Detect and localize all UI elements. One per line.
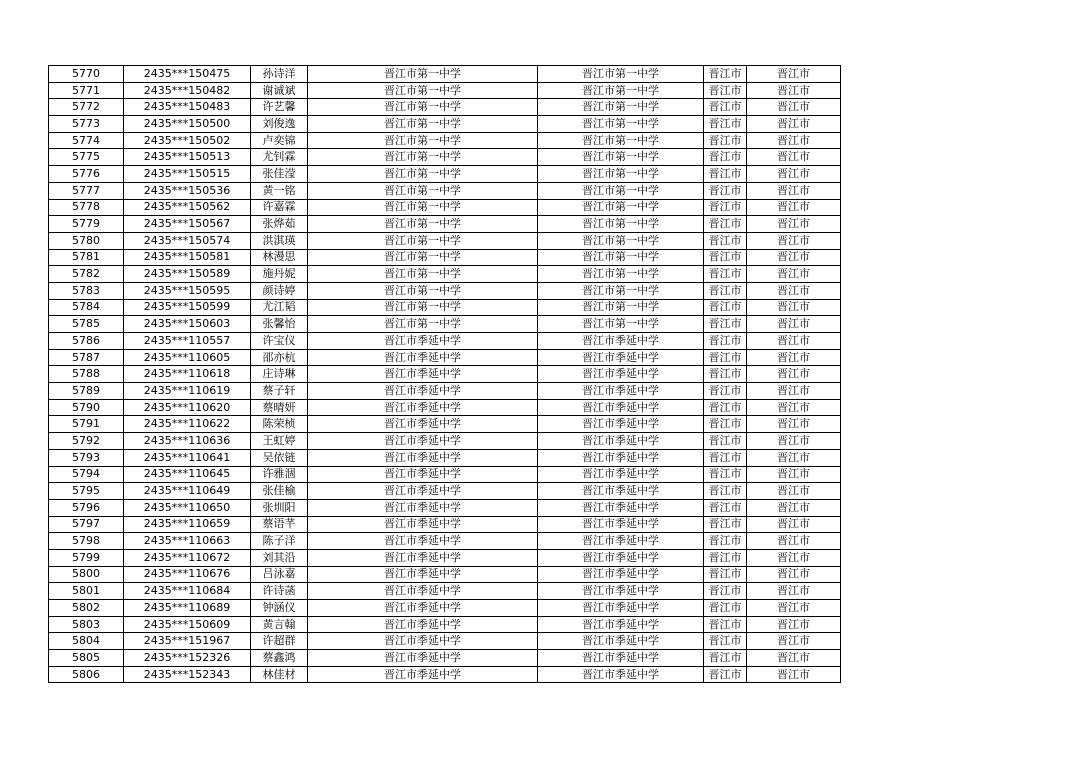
district-cell: 晋江市 — [747, 633, 841, 650]
student-name-cell: 林佳材 — [251, 666, 308, 683]
city-cell: 晋江市 — [704, 483, 747, 500]
table-row — [49, 549, 841, 566]
candidate-id-cell: 2435***110620 — [124, 399, 251, 416]
row-number-cell: 5774 — [49, 132, 124, 149]
candidate-id-cell: 2435***110650 — [124, 499, 251, 516]
student-name-cell: 蔡语芊 — [251, 516, 308, 533]
row-number-cell: 5795 — [49, 483, 124, 500]
table-row — [49, 566, 841, 583]
row-number-cell: 5796 — [49, 499, 124, 516]
school-cell: 晋江市第一中学 — [308, 166, 538, 183]
admission-school-cell: 晋江市第一中学 — [538, 216, 704, 233]
table-row — [49, 499, 841, 516]
student-name-cell: 张佳滢 — [251, 166, 308, 183]
student-name-cell: 刘其沿 — [251, 549, 308, 566]
student-name-cell: 王虹婷 — [251, 433, 308, 450]
table-row — [49, 316, 841, 333]
student-name-cell: 颜诗婷 — [251, 282, 308, 299]
school-cell: 晋江市季延中学 — [308, 383, 538, 400]
district-cell: 晋江市 — [747, 666, 841, 683]
city-cell: 晋江市 — [704, 616, 747, 633]
candidate-id-cell: 2435***150589 — [124, 266, 251, 283]
table-row — [49, 483, 841, 500]
row-number-cell: 5804 — [49, 633, 124, 650]
candidate-id-cell: 2435***110663 — [124, 533, 251, 550]
row-number-cell: 5790 — [49, 399, 124, 416]
school-cell: 晋江市第一中学 — [308, 82, 538, 99]
admission-school-cell: 晋江市季延中学 — [538, 633, 704, 650]
district-cell: 晋江市 — [747, 282, 841, 299]
row-number-cell: 5798 — [49, 533, 124, 550]
district-cell: 晋江市 — [747, 366, 841, 383]
student-name-cell: 吕泳嘉 — [251, 566, 308, 583]
candidate-id-cell: 2435***150599 — [124, 299, 251, 316]
district-cell: 晋江市 — [747, 533, 841, 550]
city-cell: 晋江市 — [704, 633, 747, 650]
student-name-cell: 谢诚斌 — [251, 82, 308, 99]
table-row — [49, 282, 841, 299]
student-name-cell: 黄言翰 — [251, 616, 308, 633]
student-name-cell: 许嘉霖 — [251, 199, 308, 216]
candidate-id-cell: 2435***110619 — [124, 383, 251, 400]
candidate-id-cell: 2435***151967 — [124, 633, 251, 650]
city-cell: 晋江市 — [704, 516, 747, 533]
admission-school-cell: 晋江市季延中学 — [538, 600, 704, 617]
admission-school-cell: 晋江市季延中学 — [538, 650, 704, 667]
row-number-cell: 5777 — [49, 182, 124, 199]
table-row — [49, 66, 841, 83]
student-name-cell: 张烨茹 — [251, 216, 308, 233]
row-number-cell: 5797 — [49, 516, 124, 533]
city-cell: 晋江市 — [704, 82, 747, 99]
candidate-id-cell: 2435***110689 — [124, 600, 251, 617]
admission-school-cell: 晋江市季延中学 — [538, 433, 704, 450]
table-row — [49, 666, 841, 683]
school-cell: 晋江市第一中学 — [308, 282, 538, 299]
student-name-cell: 张佳榆 — [251, 483, 308, 500]
district-cell: 晋江市 — [747, 66, 841, 83]
student-name-cell: 吴依链 — [251, 449, 308, 466]
city-cell: 晋江市 — [704, 99, 747, 116]
school-cell: 晋江市第一中学 — [308, 299, 538, 316]
student-name-cell: 陈子洋 — [251, 533, 308, 550]
admission-school-cell: 晋江市季延中学 — [538, 549, 704, 566]
city-cell: 晋江市 — [704, 383, 747, 400]
table-row — [49, 383, 841, 400]
school-cell: 晋江市第一中学 — [308, 249, 538, 266]
row-number-cell: 5800 — [49, 566, 124, 583]
candidate-id-cell: 2435***150603 — [124, 316, 251, 333]
school-cell: 晋江市第一中学 — [308, 116, 538, 133]
row-number-cell: 5773 — [49, 116, 124, 133]
row-number-cell: 5805 — [49, 650, 124, 667]
city-cell: 晋江市 — [704, 299, 747, 316]
school-cell: 晋江市季延中学 — [308, 583, 538, 600]
school-cell: 晋江市第一中学 — [308, 266, 538, 283]
district-cell: 晋江市 — [747, 232, 841, 249]
row-number-cell: 5771 — [49, 82, 124, 99]
row-number-cell: 5779 — [49, 216, 124, 233]
row-number-cell: 5782 — [49, 266, 124, 283]
candidate-id-cell: 2435***110622 — [124, 416, 251, 433]
school-cell: 晋江市第一中学 — [308, 149, 538, 166]
city-cell: 晋江市 — [704, 182, 747, 199]
district-cell: 晋江市 — [747, 82, 841, 99]
city-cell: 晋江市 — [704, 583, 747, 600]
candidate-id-cell: 2435***150562 — [124, 199, 251, 216]
candidate-id-cell: 2435***110659 — [124, 516, 251, 533]
admission-school-cell: 晋江市第一中学 — [538, 132, 704, 149]
row-number-cell: 5785 — [49, 316, 124, 333]
admission-school-cell: 晋江市季延中学 — [538, 566, 704, 583]
city-cell: 晋江市 — [704, 316, 747, 333]
row-number-cell: 5786 — [49, 333, 124, 350]
school-cell: 晋江市季延中学 — [308, 633, 538, 650]
city-cell: 晋江市 — [704, 466, 747, 483]
student-name-cell: 庄诗琳 — [251, 366, 308, 383]
school-cell: 晋江市第一中学 — [308, 66, 538, 83]
district-cell: 晋江市 — [747, 266, 841, 283]
school-cell: 晋江市第一中学 — [308, 316, 538, 333]
student-name-cell: 邵亦杭 — [251, 349, 308, 366]
row-number-cell: 5783 — [49, 282, 124, 299]
district-cell: 晋江市 — [747, 116, 841, 133]
student-name-cell: 蔡晴妍 — [251, 399, 308, 416]
table-row — [49, 433, 841, 450]
table-body — [49, 66, 841, 683]
district-cell: 晋江市 — [747, 316, 841, 333]
admission-school-cell: 晋江市季延中学 — [538, 399, 704, 416]
district-cell: 晋江市 — [747, 199, 841, 216]
city-cell: 晋江市 — [704, 199, 747, 216]
table-row — [49, 132, 841, 149]
row-number-cell: 5792 — [49, 433, 124, 450]
row-number-cell: 5789 — [49, 383, 124, 400]
table-row — [49, 333, 841, 350]
admission-school-cell: 晋江市第一中学 — [538, 232, 704, 249]
admission-school-cell: 晋江市季延中学 — [538, 583, 704, 600]
table-row — [49, 199, 841, 216]
admission-school-cell: 晋江市季延中学 — [538, 333, 704, 350]
school-cell: 晋江市季延中学 — [308, 549, 538, 566]
student-name-cell: 施丹妮 — [251, 266, 308, 283]
student-name-cell: 许超群 — [251, 633, 308, 650]
table-row — [49, 349, 841, 366]
table-row — [49, 616, 841, 633]
student-name-cell: 许诗菡 — [251, 583, 308, 600]
district-cell: 晋江市 — [747, 333, 841, 350]
candidate-id-cell: 2435***110645 — [124, 466, 251, 483]
admission-school-cell: 晋江市季延中学 — [538, 466, 704, 483]
admission-school-cell: 晋江市第一中学 — [538, 316, 704, 333]
city-cell: 晋江市 — [704, 533, 747, 550]
city-cell: 晋江市 — [704, 399, 747, 416]
school-cell: 晋江市季延中学 — [308, 433, 538, 450]
row-number-cell: 5802 — [49, 600, 124, 617]
table-row — [49, 600, 841, 617]
admission-school-cell: 晋江市第一中学 — [538, 82, 704, 99]
table-row — [49, 82, 841, 99]
row-number-cell: 5801 — [49, 583, 124, 600]
district-cell: 晋江市 — [747, 399, 841, 416]
student-name-cell: 钟涵仪 — [251, 600, 308, 617]
district-cell: 晋江市 — [747, 466, 841, 483]
admission-school-cell: 晋江市第一中学 — [538, 66, 704, 83]
city-cell: 晋江市 — [704, 499, 747, 516]
district-cell: 晋江市 — [747, 616, 841, 633]
table-row — [49, 633, 841, 650]
row-number-cell: 5794 — [49, 466, 124, 483]
row-number-cell: 5781 — [49, 249, 124, 266]
district-cell: 晋江市 — [747, 583, 841, 600]
table-row — [49, 650, 841, 667]
district-cell: 晋江市 — [747, 216, 841, 233]
school-cell: 晋江市季延中学 — [308, 416, 538, 433]
admission-school-cell: 晋江市第一中学 — [538, 149, 704, 166]
candidate-id-cell: 2435***152326 — [124, 650, 251, 667]
student-name-cell: 孙诗洋 — [251, 66, 308, 83]
school-cell: 晋江市季延中学 — [308, 499, 538, 516]
table-row — [49, 583, 841, 600]
table-row — [49, 166, 841, 183]
city-cell: 晋江市 — [704, 216, 747, 233]
student-name-cell: 许宝仪 — [251, 333, 308, 350]
student-name-cell: 张馨怡 — [251, 316, 308, 333]
school-cell: 晋江市季延中学 — [308, 333, 538, 350]
admission-school-cell: 晋江市季延中学 — [538, 516, 704, 533]
admission-school-cell: 晋江市第一中学 — [538, 282, 704, 299]
row-number-cell: 5772 — [49, 99, 124, 116]
table-row — [49, 249, 841, 266]
admission-school-cell: 晋江市季延中学 — [538, 349, 704, 366]
admission-school-cell: 晋江市第一中学 — [538, 249, 704, 266]
table-row — [49, 266, 841, 283]
district-cell: 晋江市 — [747, 433, 841, 450]
city-cell: 晋江市 — [704, 232, 747, 249]
district-cell: 晋江市 — [747, 383, 841, 400]
city-cell: 晋江市 — [704, 116, 747, 133]
table-row — [49, 149, 841, 166]
school-cell: 晋江市季延中学 — [308, 600, 538, 617]
district-cell: 晋江市 — [747, 132, 841, 149]
city-cell: 晋江市 — [704, 666, 747, 683]
student-name-cell: 卢奕锦 — [251, 132, 308, 149]
candidate-id-cell: 2435***152343 — [124, 666, 251, 683]
candidate-id-cell: 2435***110672 — [124, 549, 251, 566]
row-number-cell: 5788 — [49, 366, 124, 383]
district-cell: 晋江市 — [747, 249, 841, 266]
school-cell: 晋江市季延中学 — [308, 566, 538, 583]
candidate-id-cell: 2435***110684 — [124, 583, 251, 600]
candidate-id-cell: 2435***110676 — [124, 566, 251, 583]
candidate-id-cell: 2435***150500 — [124, 116, 251, 133]
district-cell: 晋江市 — [747, 516, 841, 533]
candidate-id-cell: 2435***150595 — [124, 282, 251, 299]
school-cell: 晋江市季延中学 — [308, 366, 538, 383]
candidate-id-cell: 2435***150502 — [124, 132, 251, 149]
school-cell: 晋江市季延中学 — [308, 533, 538, 550]
school-cell: 晋江市第一中学 — [308, 216, 538, 233]
district-cell: 晋江市 — [747, 600, 841, 617]
school-cell: 晋江市季延中学 — [308, 466, 538, 483]
school-cell: 晋江市季延中学 — [308, 650, 538, 667]
table-row — [49, 399, 841, 416]
city-cell: 晋江市 — [704, 149, 747, 166]
district-cell: 晋江市 — [747, 549, 841, 566]
district-cell: 晋江市 — [747, 299, 841, 316]
student-name-cell: 刘俊逸 — [251, 116, 308, 133]
student-name-cell: 黄一铭 — [251, 182, 308, 199]
student-name-cell: 张圳阳 — [251, 499, 308, 516]
table-row — [49, 216, 841, 233]
admission-school-cell: 晋江市第一中学 — [538, 266, 704, 283]
table-row — [49, 449, 841, 466]
row-number-cell: 5780 — [49, 232, 124, 249]
row-number-cell: 5787 — [49, 349, 124, 366]
candidate-id-cell: 2435***150536 — [124, 182, 251, 199]
candidate-id-cell: 2435***110618 — [124, 366, 251, 383]
student-name-cell: 蔡子轩 — [251, 383, 308, 400]
candidate-id-cell: 2435***110557 — [124, 333, 251, 350]
city-cell: 晋江市 — [704, 566, 747, 583]
candidate-id-cell: 2435***150513 — [124, 149, 251, 166]
candidate-id-cell: 2435***150482 — [124, 82, 251, 99]
admission-school-cell: 晋江市季延中学 — [538, 366, 704, 383]
student-name-cell: 许艺馨 — [251, 99, 308, 116]
admission-school-cell: 晋江市第一中学 — [538, 99, 704, 116]
city-cell: 晋江市 — [704, 349, 747, 366]
candidate-id-cell: 2435***150475 — [124, 66, 251, 83]
school-cell: 晋江市季延中学 — [308, 483, 538, 500]
school-cell: 晋江市季延中学 — [308, 516, 538, 533]
candidate-id-cell: 2435***150609 — [124, 616, 251, 633]
city-cell: 晋江市 — [704, 333, 747, 350]
city-cell: 晋江市 — [704, 266, 747, 283]
row-number-cell: 5793 — [49, 449, 124, 466]
candidate-id-cell: 2435***150581 — [124, 249, 251, 266]
city-cell: 晋江市 — [704, 650, 747, 667]
city-cell: 晋江市 — [704, 600, 747, 617]
school-cell: 晋江市季延中学 — [308, 399, 538, 416]
candidate-id-cell: 2435***150515 — [124, 166, 251, 183]
city-cell: 晋江市 — [704, 249, 747, 266]
city-cell: 晋江市 — [704, 416, 747, 433]
district-cell: 晋江市 — [747, 416, 841, 433]
admission-school-cell: 晋江市第一中学 — [538, 199, 704, 216]
admission-school-cell: 晋江市季延中学 — [538, 483, 704, 500]
admission-school-cell: 晋江市季延中学 — [538, 533, 704, 550]
school-cell: 晋江市第一中学 — [308, 182, 538, 199]
student-name-cell: 蔡鑫鸿 — [251, 650, 308, 667]
admission-school-cell: 晋江市第一中学 — [538, 116, 704, 133]
city-cell: 晋江市 — [704, 366, 747, 383]
student-name-cell: 林漫思 — [251, 249, 308, 266]
city-cell: 晋江市 — [704, 449, 747, 466]
district-cell: 晋江市 — [747, 499, 841, 516]
school-cell: 晋江市第一中学 — [308, 232, 538, 249]
district-cell: 晋江市 — [747, 166, 841, 183]
table-row — [49, 416, 841, 433]
admission-school-cell: 晋江市季延中学 — [538, 416, 704, 433]
candidate-id-cell: 2435***150567 — [124, 216, 251, 233]
row-number-cell: 5784 — [49, 299, 124, 316]
admission-school-cell: 晋江市第一中学 — [538, 182, 704, 199]
candidate-id-cell: 2435***150483 — [124, 99, 251, 116]
candidate-id-cell: 2435***110649 — [124, 483, 251, 500]
city-cell: 晋江市 — [704, 66, 747, 83]
district-cell: 晋江市 — [747, 99, 841, 116]
admission-school-cell: 晋江市第一中学 — [538, 299, 704, 316]
school-cell: 晋江市季延中学 — [308, 666, 538, 683]
row-number-cell: 5775 — [49, 149, 124, 166]
row-number-cell: 5776 — [49, 166, 124, 183]
district-cell: 晋江市 — [747, 349, 841, 366]
table-row — [49, 182, 841, 199]
row-number-cell: 5799 — [49, 549, 124, 566]
school-cell: 晋江市季延中学 — [308, 616, 538, 633]
district-cell: 晋江市 — [747, 566, 841, 583]
admission-school-cell: 晋江市季延中学 — [538, 616, 704, 633]
school-cell: 晋江市第一中学 — [308, 132, 538, 149]
admission-school-cell: 晋江市季延中学 — [538, 383, 704, 400]
student-name-cell: 洪淇瑛 — [251, 232, 308, 249]
student-name-cell: 许雅涸 — [251, 466, 308, 483]
row-number-cell: 5778 — [49, 199, 124, 216]
school-cell: 晋江市第一中学 — [308, 199, 538, 216]
district-cell: 晋江市 — [747, 182, 841, 199]
row-number-cell: 5806 — [49, 666, 124, 683]
table-row — [49, 366, 841, 383]
student-name-cell: 陈荣桢 — [251, 416, 308, 433]
district-cell: 晋江市 — [747, 449, 841, 466]
candidate-id-cell: 2435***110636 — [124, 433, 251, 450]
table-row — [49, 99, 841, 116]
table-row — [49, 232, 841, 249]
school-cell: 晋江市季延中学 — [308, 349, 538, 366]
row-number-cell: 5770 — [49, 66, 124, 83]
candidate-id-cell: 2435***110641 — [124, 449, 251, 466]
admission-school-cell: 晋江市季延中学 — [538, 499, 704, 516]
school-cell: 晋江市第一中学 — [308, 99, 538, 116]
row-number-cell: 5803 — [49, 616, 124, 633]
candidate-id-cell: 2435***150574 — [124, 232, 251, 249]
city-cell: 晋江市 — [704, 282, 747, 299]
school-cell: 晋江市季延中学 — [308, 449, 538, 466]
admission-school-cell: 晋江市第一中学 — [538, 166, 704, 183]
table-row — [49, 116, 841, 133]
district-cell: 晋江市 — [747, 483, 841, 500]
city-cell: 晋江市 — [704, 549, 747, 566]
candidate-id-cell: 2435***110605 — [124, 349, 251, 366]
table-row — [49, 533, 841, 550]
student-name-cell: 尤钊霖 — [251, 149, 308, 166]
student-name-cell: 尤江韬 — [251, 299, 308, 316]
row-number-cell: 5791 — [49, 416, 124, 433]
table-row — [49, 466, 841, 483]
city-cell: 晋江市 — [704, 166, 747, 183]
table-row — [49, 299, 841, 316]
admission-school-cell: 晋江市季延中学 — [538, 449, 704, 466]
district-cell: 晋江市 — [747, 149, 841, 166]
city-cell: 晋江市 — [704, 132, 747, 149]
district-cell: 晋江市 — [747, 650, 841, 667]
city-cell: 晋江市 — [704, 433, 747, 450]
table-row — [49, 516, 841, 533]
data-table — [48, 65, 841, 683]
admission-school-cell: 晋江市季延中学 — [538, 666, 704, 683]
